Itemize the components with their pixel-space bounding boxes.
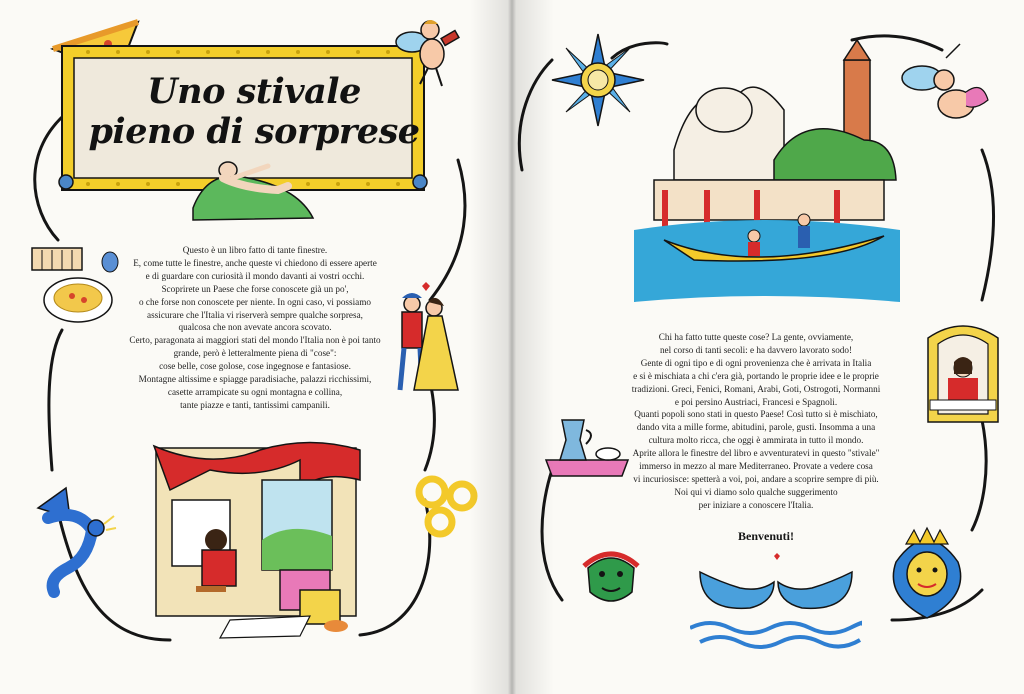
cherub-icon	[390, 12, 465, 92]
text-line: per iniziare a conoscere l'Italia.	[698, 499, 814, 510]
text-line: grande, però è letteralmente piena di "cose":	[173, 348, 337, 359]
text-line: qualcosa che non avevate ancora scovato.	[178, 322, 332, 333]
text-line: tradizioni. Greci, Fenici, Romani, Arabi, Goti, Ostrogoti, Normanni	[631, 383, 881, 394]
neptune-face-icon	[884, 526, 970, 622]
text-line: nel corso di tanti secoli: e ha davvero lavorato sodo!	[659, 344, 853, 355]
text-line: Questo è un libro fatto di tante finestre.	[182, 245, 328, 255]
title-line-1: Uno stivale	[147, 71, 361, 112]
text-line: Quanti popoli sono stati in questo Paese! Così tutto si è mischiato,	[634, 409, 878, 420]
text-line: casette arrampicate su ogni montagna e collina,	[167, 386, 343, 397]
text-line: o che forse non conoscete per niente. In ogni caso, vi possiamo	[139, 296, 371, 307]
compass-sun-icon	[548, 30, 648, 130]
taralli-icon	[412, 470, 482, 540]
text-line: Gente di ogni tipo e di ogni provenienza che è arrivata in Italia	[640, 357, 872, 368]
right-page	[512, 0, 1024, 694]
text-line: cose belle, cose golose, cose ingegnose e fantasiose.	[159, 361, 351, 372]
text-line: Aprite allora le finestre del libro e avventuratevi in questo "stivale"	[632, 448, 880, 459]
text-line: tante piazze e tanti, tantissimi campanili.	[180, 399, 330, 410]
text-line: Montagne altissime e spiagge paradisiache, palazzi ricchissimi,	[138, 374, 372, 385]
text-line: Scoprirete un Paese che forse conoscete già un po',	[161, 283, 349, 294]
title-line-2: pieno di sorprese	[88, 111, 420, 152]
text-line: cultura molto ricca, che oggi è ammirata in tutto il mondo.	[648, 435, 864, 446]
venice-gondola-icon	[634, 40, 900, 302]
text-line: assicurare che l'Italia vi riserverà sempre qualche sorpresa,	[147, 309, 363, 320]
michelangelo-adam-icon	[188, 148, 318, 228]
text-line: dando vita a mille forme, abitudini, parole, gusti. Insomma a una	[636, 422, 876, 433]
text-line: Certo, paragonata ai maggiori stati del mondo l'Italia non è poi tanto	[129, 335, 381, 346]
main-paragraph	[616, 331, 896, 512]
text-line: e di guardare con curiosità il mondo davanti ai vostri occhi.	[145, 270, 365, 281]
page-title	[84, 72, 424, 152]
welcome-heading: Benvenuti!	[737, 529, 794, 543]
cherub-archer-icon	[896, 40, 996, 140]
text-line: E, come tutte le finestre, anche queste vi chiedono di essere aperte	[133, 257, 377, 268]
text-line: Chi ha fatto tutte queste cose? La gente, ovviamente,	[658, 332, 854, 342]
last-supper-window-icon	[924, 318, 1002, 426]
dragon-icon	[18, 478, 118, 598]
painter-studio-icon	[150, 440, 365, 642]
twin-dolphins-icon	[690, 552, 862, 652]
intro-paragraph	[100, 244, 410, 412]
text-line: immerso in mezzo al mare Mediterraneo. Provate a vedere cosa	[639, 461, 873, 472]
text-line: Noi qui vi diamo solo qualche suggerimento	[674, 486, 838, 497]
green-mask-icon	[582, 548, 640, 612]
text-line: e poi persino Austriaci, Francesi e Spagnoli.	[674, 396, 838, 407]
text-line: vi incuriosisce: spetterà a voi, poi, andare a scoprire sempre di più.	[633, 473, 879, 484]
text-line: e si è mischiata a chi c'era già, portando le proprie idee e le proprie	[633, 370, 879, 381]
